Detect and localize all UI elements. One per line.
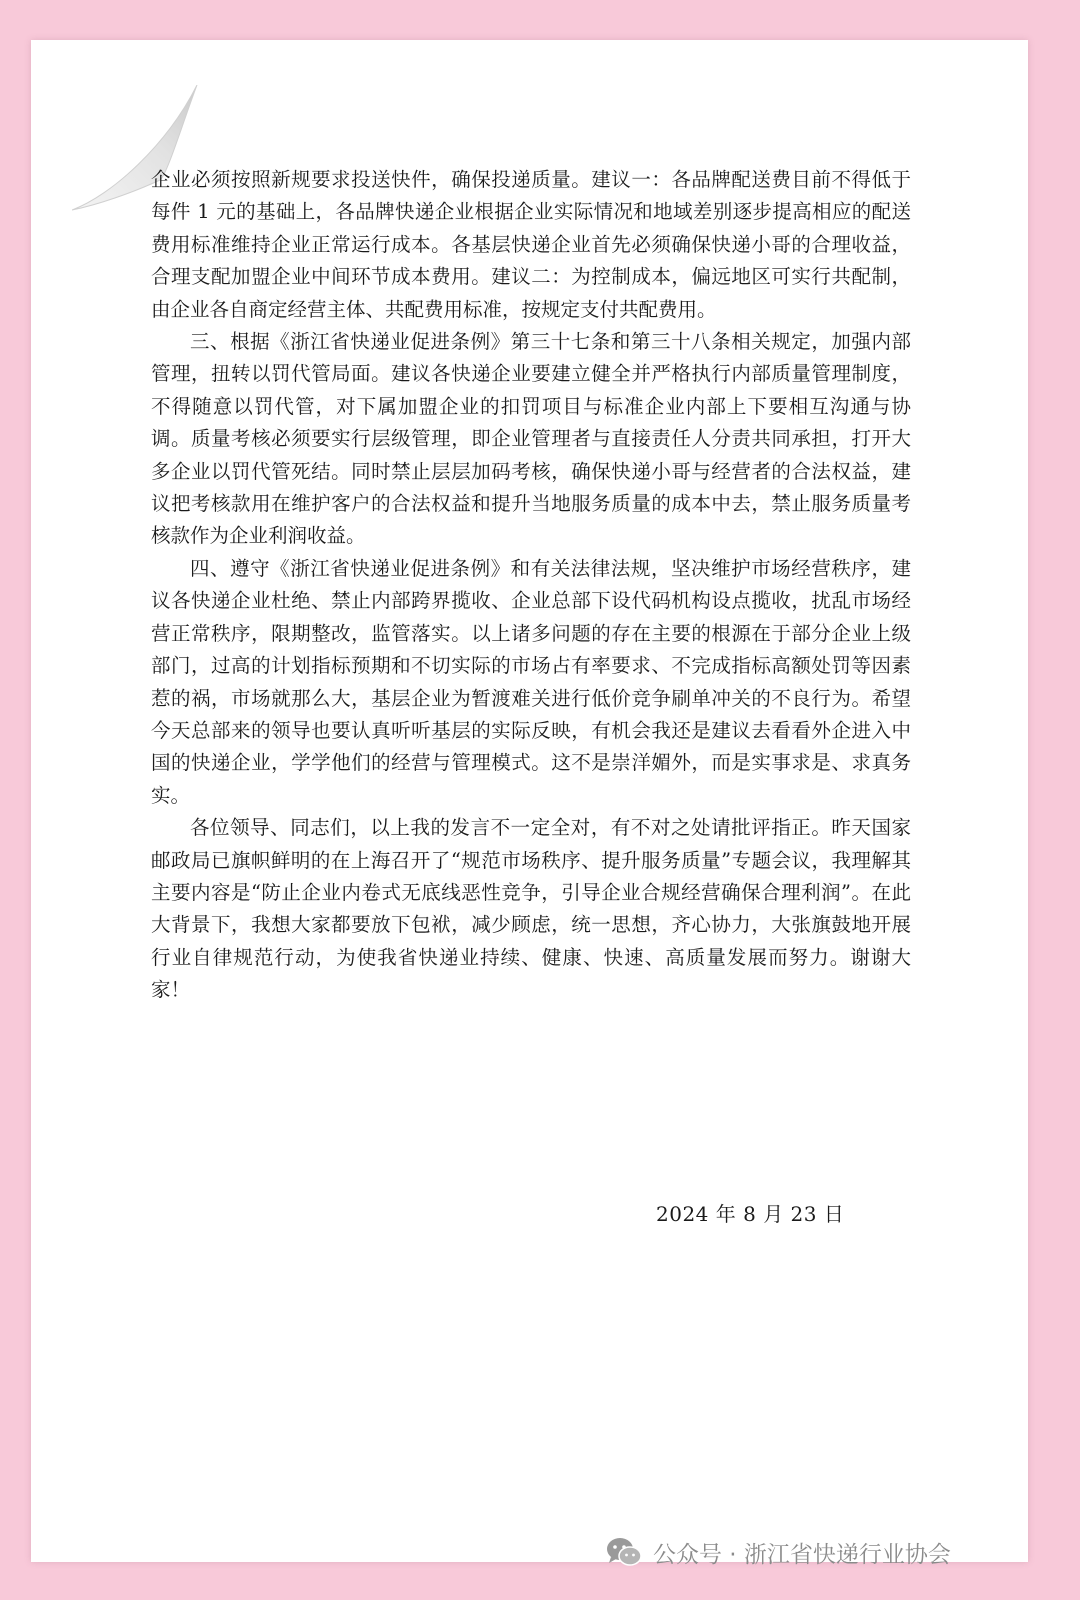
paragraph-suggestions: 企业必须按照新规要求投送快件，确保投递质量。建议一：各品牌配送费目前不得低于每件 1 元的基础上，各品牌快递企业根据企业实际情况和地域差别逐步提高相应的配送费用标准维持企业正常运行成本。各基层快递企业首先必须确保快递小哥的合理收益，合理支配加盟企业中间环节成本费用。建议二：为控制成本，偏远地区可实行共配制，由企业各自商定经营主体、共配费用标准，按规定支付共配费用。	[151, 168, 911, 321]
watermark-text: 公众号 · 浙江省快递行业协会	[653, 1541, 951, 1568]
paragraph-closing: 各位领导、同志们，以上我的发言不一定全对，有不对之处请批评指正。昨天国家邮政局已旗帜鲜明的在上海召开了“规范市场秩序、提升服务质量”专题会议，我理解其主要内容是“防止企业内卷式无底线恶性竞争，引导企业合规经营确保合理利润”。在此大背景下，我想大家都要放下包袱，减少顾虑，统一思想，齐心协力，大张旗鼓地开展行业自律规范行动，为使我省快递业持续、健康、快速、高质量发展而努力。谢谢大家！	[151, 816, 911, 1002]
watermark	[605, 1532, 951, 1572]
paragraph-three: 三、根据《浙江省快递业促进条例》第三十七条和第三十八条相关规定，加强内部管理，扭转以罚代管局面。建议各快递企业要建立健全并严格执行内部质量管理制度，不得随意以罚代管，对下属加盟企业的扣罚项目与标准企业内部上下要相互沟通与协调。质量考核必须要实行层级管理，即企业管理者与直接责任人分责共同承担，打开大多企业以罚代管死结。同时禁止层层加码考核，确保快递小哥与经营者的合法权益，建议把考核款用在维护客户的合法权益和提升当地服务质量的成本中去，禁止服务质量考核款作为企业利润收益。	[151, 330, 911, 548]
document-body	[151, 164, 911, 1007]
paragraph-four: 四、遵守《浙江省快递业促进条例》和有关法律法规，坚决维护市场经营秩序，建议各快递企业杜绝、禁止内部跨界揽收、企业总部下设代码机构设点揽收，扰乱市场经营正常秩序，限期整改，监管落实。以上诸多问题的存在主要的根源在于部分企业上级部门，过高的计划指标预期和不切实际的市场占有率要求、不完成指标高额处罚等因素惹的祸，市场就那么大，基层企业为暂渡难关进行低价竞争刷单冲关的不良行为。希望今天总部来的领导也要认真听听基层的实际反映，有机会我还是建议去看看外企进入中国的快递企业，学学他们的经营与管理模式。这不是崇洋媚外，而是实事求是、求真务实。	[151, 556, 911, 807]
wechat-icon	[605, 1535, 643, 1569]
document-date: 2024 年 8 月 23 日	[656, 1202, 845, 1226]
